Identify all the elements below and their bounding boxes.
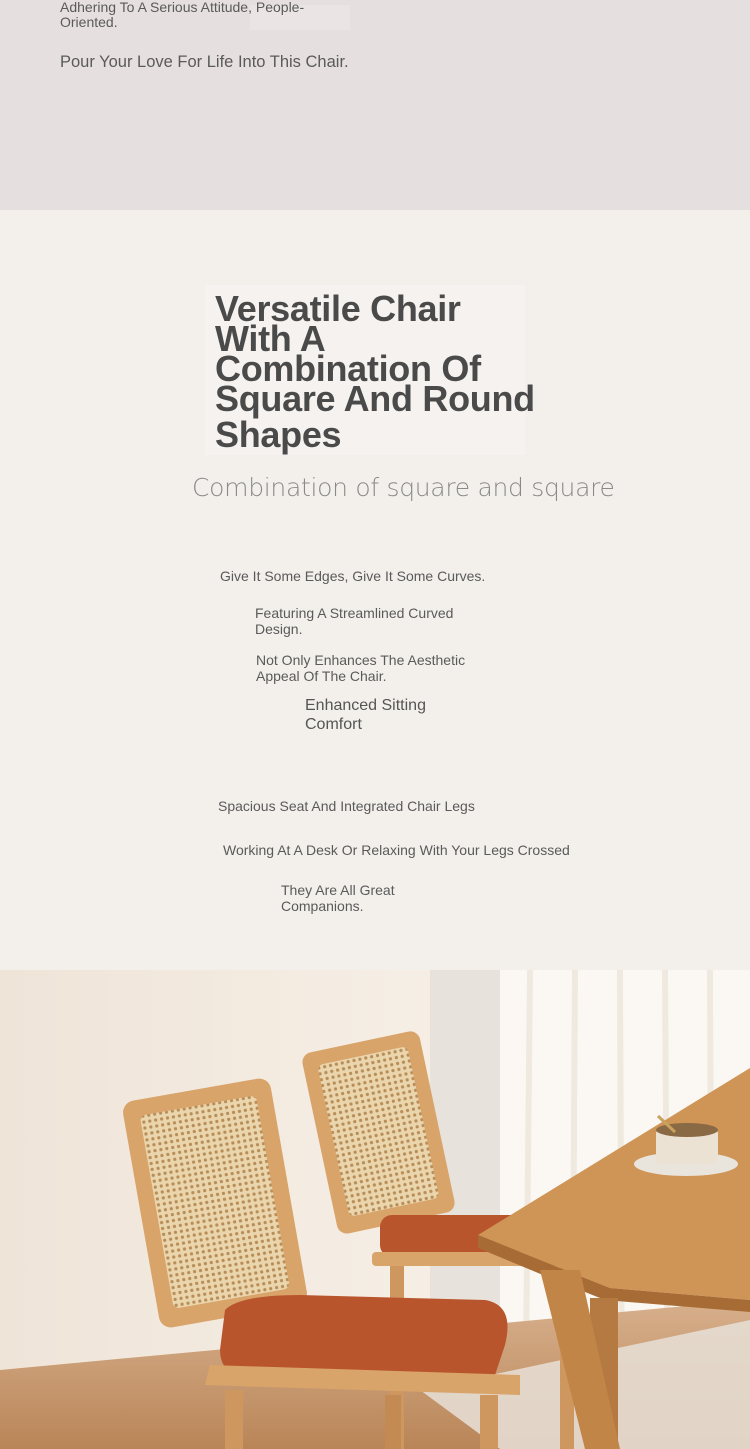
feature-paragraph: Enhanced Sitting Comfort	[305, 697, 426, 733]
feature-subheading: Combination of square and square	[192, 473, 615, 502]
headline-last-word: Shapes	[215, 414, 342, 455]
feature-headline	[215, 288, 545, 455]
headline-main: Versatile Chair With A Combination Of Square And Round	[215, 288, 535, 419]
chair-scene-illustration	[0, 970, 750, 1449]
intro-section	[0, 0, 750, 210]
feature-paragraph: Spacious Seat And Integrated Chair Legs	[218, 798, 475, 814]
feature-paragraph: Not Only Enhances The Aesthetic Appeal Of The Chair.	[256, 652, 466, 684]
intro-line-1: Adhering To A Serious Attitude, People-Oriented.	[60, 0, 305, 30]
feature-paragraph: They Are All Great Companions.	[281, 882, 395, 914]
feature-paragraph: Working At A Desk Or Relaxing With Your Legs Crossed	[223, 842, 570, 858]
feature-paragraph: Give It Some Edges, Give It Some Curves.	[220, 568, 486, 584]
intro-line-2: Pour Your Love For Life Into This Chair.	[60, 53, 349, 71]
feature-paragraph: Featuring A Streamlined Curved Design.	[255, 605, 454, 637]
product-photo	[0, 970, 750, 1449]
